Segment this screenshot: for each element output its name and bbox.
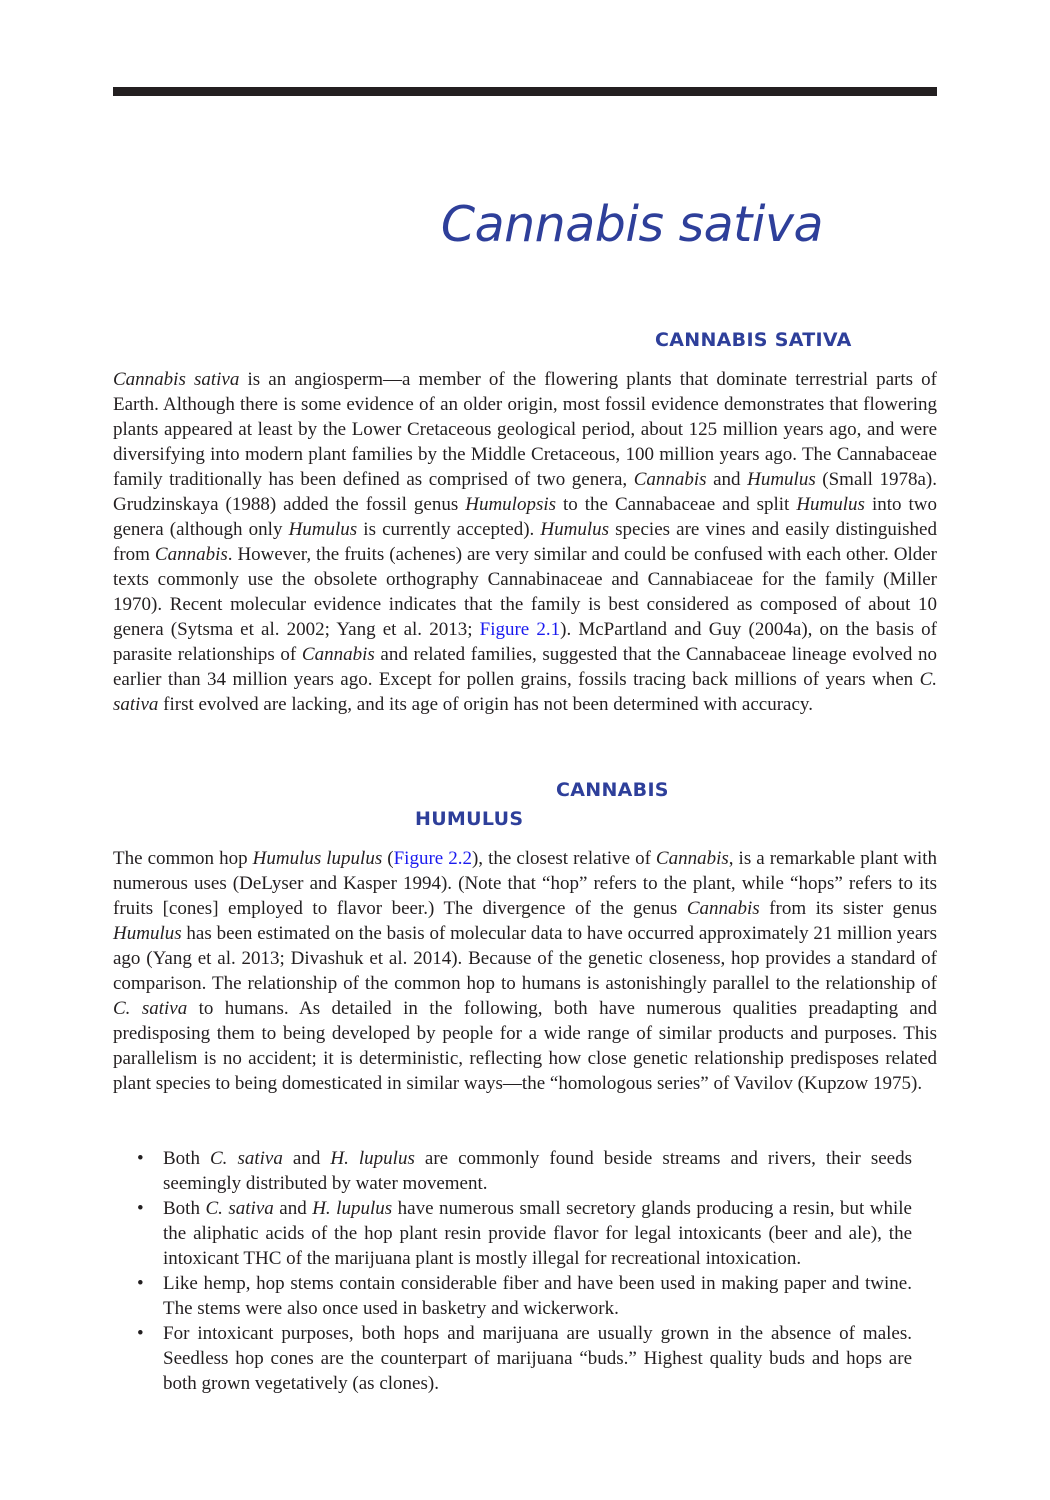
list-item: • Like hemp, hop stems contain considerable fiber and have been used in making paper and twine. The stems were also once used in basketry and wickerwork. [137, 1273, 912, 1319]
paragraph-humulus: The common hop Humulus lupulus (Figure 2.2), the closest relative of Cannabis, is a remarkable plant with numerous uses (DeLyser and Kasper 1994). (Note that “hop” refers to the plant, while “hops” refers to its fruits [cones] employed to flavor beer.) The divergence of the genus Cannabis from its sister genus Humulus has been estimated on the basis of molecular data to have occurred approximately 21 million years ago (Yang et al. 2013; Divashuk et al. 2014). Because of the genetic closeness, hop provides a standard of comparison. The relationship of the common hop to humans is astonishingly parallel to the relationship of C. sativa to humans. As detailed in the following, both have numerous qualities preadapting and predisposing them to being developed by people for a wide range of similar products and purposes. This parallelism is no accident; it is deterministic, reflecting how close genetic relationship predisposes related plant species to being domesticated in similar ways—the “homologous series” of Vavilov (Kupzow 1975). [113, 848, 937, 1094]
chapter-title: Cannabis sativa [440, 196, 823, 253]
list-item: • For intoxicant purposes, both hops and marijuana are usually grown in the absence of males. Seedless hop cones are the counterpart of marijuana “buds.” Highest quality buds and hops are both grown vegetatively (as clones). [137, 1323, 912, 1394]
paragraph-cannabis-sativa: Cannabis sativa is an angiosperm—a member of the flowering plants that dominate terrestrial parts of Earth. Although there is some evidence of an older origin, most fossil evidence demonstrates that flowering plants appeared at least by the Lower Cretaceous geological period, about 125 million years ago, and were diversifying into modern plant families by the Middle Cretaceous, 100 million years ago. The Cannabaceae family traditionally has been defined as comprised of two genera, Cannabis and Humulus (Small 1978a). Grudzinskaya (1988) added the fossil genus Humulopsis to the Cannabaceae and split Humulus into two genera (although only Humulus is currently accepted). Humulus species are vines and easily distinguished from Cannabis. However, the fruits (achenes) are very similar and could be confused with each other. Older texts commonly use the obsolete orthography Cannabinaceae and Cannabiaceae for the family (Miller 1970). Recent molecular evidence indicates that the family is best considered as composed of about 10 genera (Sytsma et al. 2002; Yang et al. 2013; Figure 2.1). McPartland and Guy (2004a), on the basis of parasite relationships of Cannabis and related families, suggested that the Cannabaceae lineage evolved no earlier than 34 million years ago. Except for pollen grains, fossils tracing back millions of years when C. sativa first evolved are lacking, and its age of origin has not been determined with accuracy. [113, 369, 937, 715]
figure-2-2-link[interactable]: Figure 2.2 [393, 848, 472, 869]
section-heading-cannabis: CANNABIS [556, 779, 669, 801]
top-rule [113, 87, 937, 96]
list-item: • Both C. sativa and H. lupulus are commonly found beside streams and rivers, their seeds seemingly distributed by water movement. [137, 1148, 912, 1194]
bullet-icon: • [137, 1273, 144, 1294]
figure-2-1-link[interactable]: Figure 2.1 [479, 619, 561, 640]
bullet-icon: • [137, 1198, 144, 1219]
comparison-bullet-list [113, 1146, 912, 1396]
section-heading-cannabis-sativa: CANNABIS SATIVA [655, 329, 852, 351]
bullet-icon: • [137, 1148, 144, 1169]
list-item: • Both C. sativa and H. lupulus have numerous small secretory glands producing a resin, but while the aliphatic acids of the hop plant resin provide flavor for legal intoxicants (beer and ale), the intoxicant THC of the marijuana plant is mostly illegal for recreational intoxication. [137, 1198, 912, 1269]
bullet-icon: • [137, 1323, 144, 1344]
section-heading-humulus: HUMULUS [415, 808, 524, 830]
